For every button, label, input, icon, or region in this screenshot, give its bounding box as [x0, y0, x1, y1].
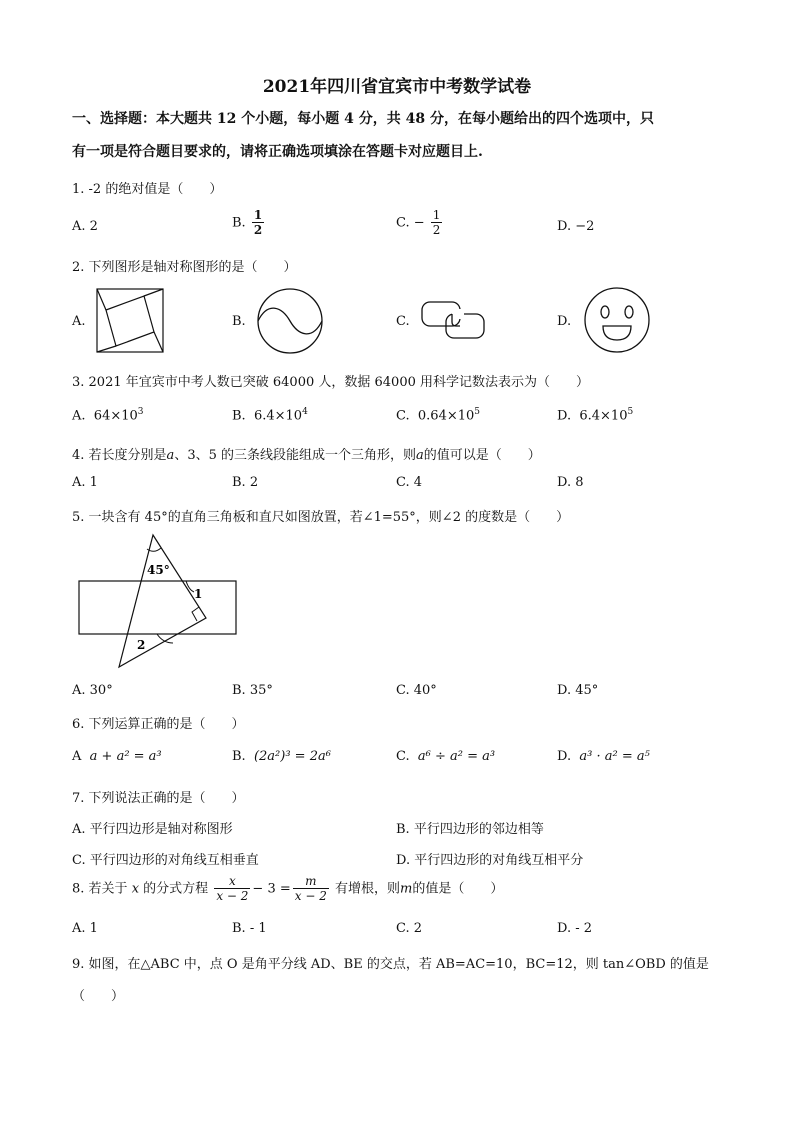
q1-option-c-fraction	[431, 209, 443, 237]
q7-option-a: A. 平行四边形是轴对称图形	[72, 822, 233, 837]
q6-a-expression: a + a² = a³	[89, 749, 162, 764]
q5-label-45: 45°	[147, 563, 170, 577]
question-1-text: 1. -2 的绝对值是（ ）	[72, 182, 223, 197]
q8-equation-middle: − 3 =	[252, 881, 291, 897]
q3-b-base: 6.4×10	[253, 408, 303, 424]
q8-fraction-right	[293, 875, 329, 903]
q5-option-c: C. 40°	[396, 683, 437, 698]
q6-c-label: C.	[396, 749, 410, 764]
q1-option-a: A. 2	[72, 219, 98, 234]
q6-option-b	[232, 749, 331, 764]
q5-option-a: A. 30°	[72, 683, 113, 698]
q2-figure-a-square	[96, 288, 166, 354]
q1-option-c-label: C. −	[396, 215, 425, 231]
q3-d-label: D.	[557, 408, 572, 424]
q8-option-d: D. - 2	[557, 921, 593, 936]
q2-figure-c-linked-rings	[420, 300, 488, 342]
q2-option-b-label: B.	[232, 314, 246, 329]
q2-option-c-label: C.	[396, 314, 410, 329]
q5-angle-1-arc	[186, 581, 194, 592]
q6-b-expression: (2a²)³ = 2a⁶	[253, 749, 331, 764]
q6-a-label: A	[72, 749, 82, 764]
question-2-text: 2. 下列图形是轴对称图形的是（ ）	[72, 260, 297, 275]
q2-figure-d-smiley-face	[583, 286, 651, 354]
q4-option-d: D. 8	[557, 475, 584, 490]
q1-option-b	[232, 209, 266, 237]
q1-b-numerator: 1	[253, 208, 263, 222]
q5-label-1: 1	[194, 587, 203, 601]
q2-option-d-label: D.	[557, 314, 572, 329]
q6-b-label: B.	[232, 749, 246, 764]
q3-d-exponent: 5	[627, 407, 634, 417]
q5-right-angle-mark	[192, 607, 199, 621]
q3-option-c	[396, 407, 480, 423]
q2-option-a-label: A.	[72, 314, 86, 329]
q8-f2-denominator: x − 2	[294, 889, 327, 903]
q1-c-denominator: 2	[432, 223, 441, 237]
question-9-text: 9. 如图，在△ABC 中，点 O 是角平分线 AD、BE 的交点，若 AB=AC=10，BC=12，则 tan∠OBD 的值是	[72, 957, 709, 972]
q8-option-a: A. 1	[72, 921, 98, 936]
q8-fraction-left	[214, 875, 250, 903]
q5-option-b: B. 35°	[232, 683, 273, 698]
q1-option-b-fraction	[252, 209, 264, 237]
q8-f1-denominator: x − 2	[216, 889, 249, 903]
q5-set-square	[119, 535, 206, 667]
q4-option-c: C. 4	[396, 475, 423, 490]
q4-variable-a-2: a	[416, 448, 424, 463]
q1-option-d: D. −2	[557, 219, 595, 234]
q7-option-c: C. 平行四边形的对角线互相垂直	[72, 853, 259, 868]
q6-c-expression: a⁶ ÷ a² = a³	[417, 749, 496, 764]
question-7-text: 7. 下列说法正确的是（ ）	[72, 791, 245, 806]
q3-option-a	[72, 407, 144, 423]
q8-option-c: C. 2	[396, 921, 423, 936]
q8-text-part1: 8. 若关于	[72, 881, 128, 897]
q2-figure-b-circle-s-curve	[256, 287, 324, 355]
q8-option-b: B. - 1	[232, 921, 267, 936]
q6-option-d	[557, 749, 650, 764]
q8-text-part2: 的分式方程	[143, 881, 209, 897]
q1-c-numerator: 1	[432, 208, 441, 222]
q4-text-part2: 、3、5 的三条线段能组成一个三角形，则	[174, 448, 416, 463]
q8-variable-m: m	[400, 881, 413, 897]
q3-c-base: 0.64×10	[417, 408, 475, 424]
q1-option-b-label: B.	[232, 215, 246, 231]
question-4-text	[72, 444, 541, 463]
q8-variable-x: x	[131, 881, 140, 897]
q5-label-2: 2	[137, 638, 146, 652]
q3-option-b	[232, 407, 308, 423]
q3-b-label: B.	[232, 408, 246, 424]
q5-ruler	[79, 581, 236, 634]
q3-option-d	[557, 407, 633, 423]
section-header-line1: 一、选择题：本大题共 12 个小题，每小题 4 分，共 48 分，在每小题给出的四个选项中，只	[72, 111, 654, 127]
question-5-text: 5. 一块含有 45°的直角三角板和直尺如图放置，若∠1=55°，则∠2 的度数是（ ）	[72, 510, 570, 525]
q6-option-a	[72, 749, 162, 764]
q3-a-base: 64×10	[93, 408, 138, 424]
q1-option-c	[396, 209, 444, 237]
q6-option-c	[396, 749, 495, 764]
q8-text-part3: 有增根，则	[334, 881, 400, 897]
q4-text-part1: 4. 若长度分别是	[72, 448, 167, 463]
q5-option-d: D. 45°	[557, 683, 599, 698]
q4-option-a: A. 1	[72, 475, 98, 490]
q4-variable-a: a	[166, 448, 175, 463]
q4-option-b: B. 2	[232, 475, 259, 490]
q8-f2-numerator: m	[293, 875, 329, 889]
page-title: 2021年四川省宜宾市中考数学试卷	[262, 77, 532, 97]
question-3-text: 3. 2021 年宜宾市中考人数已突破 64000 人，数据 64000 用科学记数法表示为（ ）	[72, 375, 589, 390]
q8-text-part4: 的值是（ ）	[412, 881, 504, 897]
q4-text-part3: 的值可以是（ ）	[423, 448, 541, 463]
q3-d-base: 6.4×10	[579, 408, 628, 424]
question-8-text	[72, 875, 503, 903]
q1-b-denominator: 2	[253, 223, 263, 237]
q8-f1-numerator: x	[214, 875, 250, 889]
q6-d-expression: a³ · a² = a⁵	[579, 749, 650, 764]
section-header-line2: 有一项是符合题目要求的，请将正确选项填涂在答题卡对应题目上.	[72, 144, 483, 160]
question-9-answer-bracket: （ ）	[72, 989, 125, 1004]
q3-a-label: A.	[72, 408, 86, 424]
q3-a-exponent: 3	[137, 407, 144, 417]
q3-b-exponent: 4	[302, 407, 308, 417]
q3-c-exponent: 5	[474, 407, 481, 417]
q7-option-d: D. 平行四边形的对角线互相平分	[396, 853, 584, 868]
q3-c-label: C.	[396, 408, 410, 424]
q6-d-label: D.	[557, 749, 572, 764]
q5-figure-ruler-and-triangle	[76, 532, 242, 672]
q7-option-b: B. 平行四边形的邻边相等	[396, 822, 544, 837]
question-6-text: 6. 下列运算正确的是（ ）	[72, 717, 245, 732]
